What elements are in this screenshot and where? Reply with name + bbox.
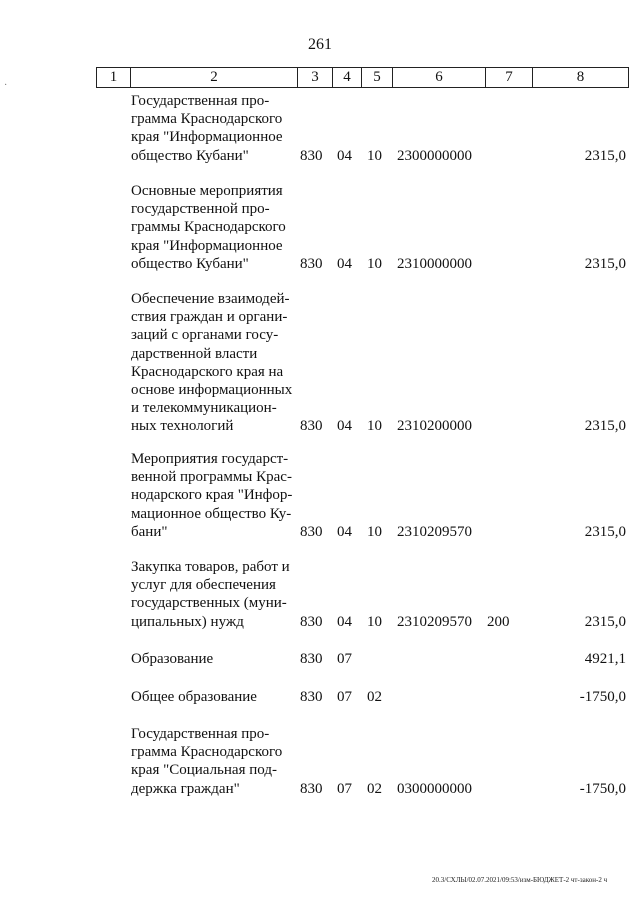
- cell-c4: 07: [337, 651, 352, 667]
- row-name-line: услуг для обеспечения: [131, 577, 276, 594]
- table-row: [0, 650, 640, 668]
- row-name-line: ствия граждан и органи-: [131, 309, 288, 326]
- table-row: [0, 450, 640, 541]
- row-name-line: Основные мероприятия: [131, 183, 283, 199]
- row-name-line: и телекоммуникацион-: [131, 400, 277, 417]
- row-name-line: ных технологий: [131, 418, 234, 435]
- row-name-line: Закупка товаров, работ и: [131, 559, 290, 575]
- cell-c5: 10: [367, 418, 382, 435]
- cell-c8: 2315,0: [584, 418, 626, 435]
- cell-c6: 0300000000: [397, 780, 472, 797]
- cell-c8: 2315,0: [584, 523, 626, 540]
- cell-c3: 830: [300, 651, 323, 667]
- cell-c5: 02: [367, 780, 382, 797]
- cell-c3: 830: [300, 147, 323, 164]
- row-name-line: государственных (муни-: [131, 595, 287, 612]
- row-name-line: граммы Краснодарского: [131, 219, 286, 236]
- table-row: [0, 725, 640, 798]
- header-col-4: 4: [333, 68, 362, 88]
- cell-c8: -1750,0: [579, 689, 626, 705]
- row-name-line: заций с органами госу-: [131, 327, 279, 344]
- table-row: [0, 558, 640, 631]
- row-name-line: края "Информационное: [131, 237, 283, 254]
- cell-c6: 2310209570: [397, 613, 472, 630]
- cell-c5: 02: [367, 689, 382, 705]
- row-name-line: Мероприятия государст-: [131, 451, 289, 467]
- cell-c8: 2315,0: [584, 255, 626, 272]
- cell-c8: 2315,0: [584, 613, 626, 630]
- cell-c6: 2310209570: [397, 523, 472, 540]
- header-col-3: 3: [298, 68, 333, 88]
- row-name-line: грамма Краснодарского: [131, 744, 283, 761]
- page-number: 261: [308, 36, 332, 53]
- cell-c8: -1750,0: [579, 780, 626, 797]
- row-name: [131, 182, 295, 273]
- cell-c8: 2315,0: [584, 147, 626, 164]
- row-name-line: держка граждан": [131, 780, 240, 797]
- table-row: [0, 688, 640, 706]
- row-name: [131, 558, 295, 631]
- header-col-5: 5: [362, 68, 393, 88]
- cell-c7: 200: [487, 613, 510, 630]
- cell-c3: 830: [300, 613, 323, 630]
- footer-stamp: 20.3/СХЛЫ/02.07.2021/09:53/изм-БЮДЖЕТ-2 чт-закон-2 ч: [432, 876, 608, 884]
- cell-c4: 04: [337, 613, 352, 630]
- cell-c3: 830: [300, 523, 323, 540]
- row-name-line: дарственной власти: [131, 345, 258, 362]
- row-name-line: Краснодарского края на: [131, 363, 284, 380]
- cell-c4: 04: [337, 147, 352, 164]
- row-name-line: мационное общество Ку-: [131, 505, 292, 522]
- cell-c3: 830: [300, 689, 323, 705]
- cell-c5: 10: [367, 523, 382, 540]
- row-name-line: Обеспечение взаимодей-: [131, 291, 290, 307]
- table-row: [0, 182, 640, 273]
- cell-c5: 10: [367, 613, 382, 630]
- row-name-line: нодарского края "Инфор-: [131, 487, 293, 504]
- table-header: [96, 67, 629, 88]
- row-name-line: общество Кубани": [131, 255, 249, 272]
- cell-c5: 10: [367, 147, 382, 164]
- edge-mark: ·: [4, 80, 8, 91]
- table-row: [0, 92, 640, 165]
- row-name-line: венной программы Крас-: [131, 469, 292, 486]
- row-name-line: Общее образование: [131, 689, 257, 705]
- cell-c3: 830: [300, 780, 323, 797]
- cell-c6: 2300000000: [397, 147, 472, 164]
- header-col-7: 7: [486, 68, 533, 88]
- cell-c4: 04: [337, 523, 352, 540]
- cell-c5: 10: [367, 255, 382, 272]
- cell-c4: 04: [337, 255, 352, 272]
- cell-c4: 04: [337, 418, 352, 435]
- row-name-line: общество Кубани": [131, 147, 249, 164]
- cell-c8: 4921,1: [584, 651, 626, 667]
- header-col-6: 6: [393, 68, 486, 88]
- row-name-line: края "Социальная под-: [131, 762, 277, 779]
- header-col-1: 1: [97, 68, 131, 88]
- table-row: [0, 290, 640, 436]
- row-name: [131, 650, 295, 668]
- row-name-line: края "Информационное: [131, 129, 283, 146]
- cell-c4: 07: [337, 689, 352, 705]
- row-name-line: государственной про-: [131, 201, 270, 218]
- row-name-line: грамма Краснодарского: [131, 111, 283, 128]
- header-col-8: 8: [533, 68, 629, 88]
- row-name: [131, 92, 295, 165]
- row-name-line: Государственная про-: [131, 93, 270, 109]
- cell-c6: 2310000000: [397, 255, 472, 272]
- row-name-line: основе информационных: [131, 382, 293, 399]
- row-name: [131, 725, 295, 798]
- cell-c4: 07: [337, 780, 352, 797]
- row-name-line: бани": [131, 523, 168, 540]
- row-name-line: Образование: [131, 651, 214, 667]
- header-col-2: 2: [131, 68, 298, 88]
- row-name-line: Государственная про-: [131, 726, 270, 742]
- row-name: [131, 450, 295, 541]
- row-name: [131, 688, 295, 706]
- cell-c6: 2310200000: [397, 418, 472, 435]
- row-name-line: ципальных) нужд: [131, 613, 244, 630]
- cell-c3: 830: [300, 418, 323, 435]
- cell-c3: 830: [300, 255, 323, 272]
- row-name: [131, 290, 295, 436]
